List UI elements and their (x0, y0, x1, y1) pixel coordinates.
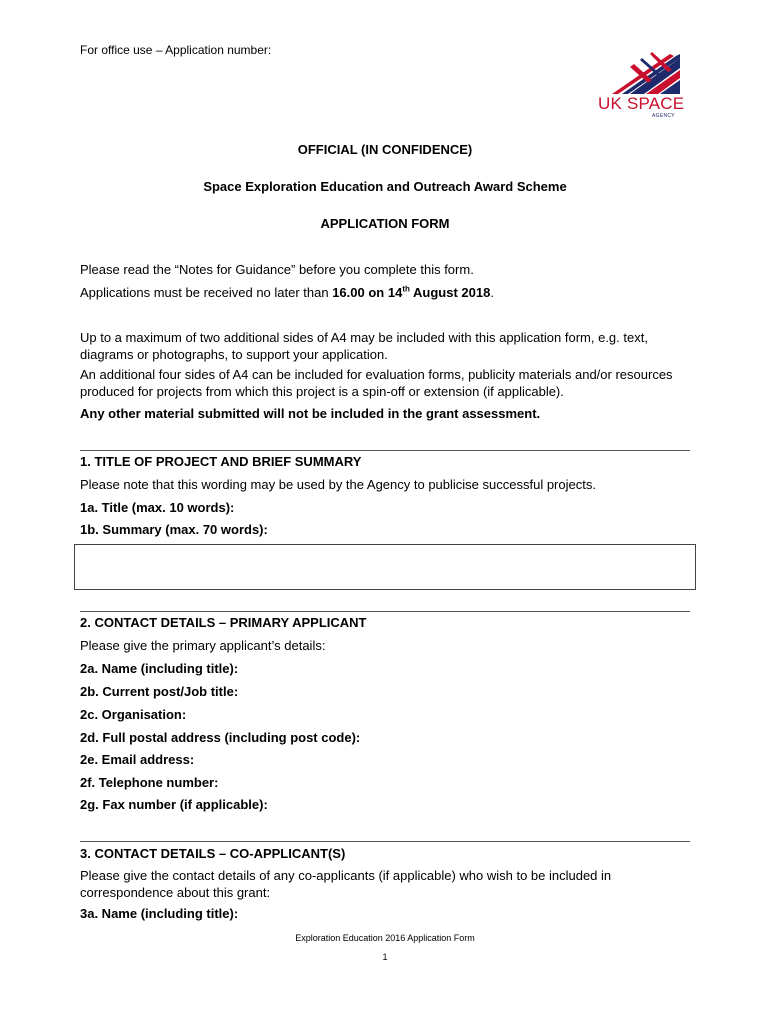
logo-subtext: AGENCY (652, 113, 675, 119)
section1-heading: 1. TITLE OF PROJECT AND BRIEF SUMMARY (80, 454, 362, 469)
field-organisation: 2c. Organisation: (80, 707, 187, 722)
four-sides-text: An additional four sides of A4 can be included for evaluation forms, publicity materials and/or resources produced for projects from which this project is a spin-off or extension (if applicable). (80, 367, 673, 399)
section2-intro: Please give the primary applicant’s details: (80, 638, 326, 653)
field-email: 2e. Email address: (80, 752, 195, 767)
field-telephone: 2f. Telephone number: (80, 775, 219, 790)
summary-input-box[interactable] (74, 544, 696, 590)
deadline-date: August 2018 (409, 285, 491, 300)
form-title: APPLICATION FORM (320, 216, 450, 231)
section3-intro: Please give the contact details of any co-applicants (if applicable) who wish to be included in correspondence about this grant: (80, 868, 612, 900)
section3-heading: 3. CONTACT DETAILS – CO-APPLICANT(S) (80, 846, 346, 861)
field-fax: 2g. Fax number (if applicable): (80, 797, 268, 812)
union-flag-icon (612, 50, 680, 94)
section-divider (80, 611, 690, 612)
logo-wordmark: UK SPACE (598, 94, 685, 113)
page-number: 1 (382, 952, 388, 962)
scheme-title: Space Exploration Education and Outreach Award Scheme (203, 179, 567, 194)
field-name: 2a. Name (including title): (80, 661, 239, 676)
coapplicant-name-label: 3a. Name (including title): (80, 906, 239, 921)
deadline-text (80, 284, 680, 301)
deadline-sup: th (402, 284, 410, 294)
summary-label: 1b. Summary (max. 70 words): (80, 522, 268, 537)
warning-text: Any other material submitted will not be included in the grant assessment. (80, 406, 541, 421)
extra-sides-text: Up to a maximum of two additional sides of A4 may be included with this application form, e.g. text, diagrams or photographs, to support your application. (80, 330, 648, 362)
section-divider (80, 450, 690, 451)
section1-note: Please note that this wording may be used by the Agency to publicise successful projects. (80, 477, 596, 492)
section2-heading: 2. CONTACT DETAILS – PRIMARY APPLICANT (80, 615, 367, 630)
field-postal-address: 2d. Full postal address (including post code): (80, 730, 361, 745)
deadline-time: 16.00 on 14 (332, 285, 403, 300)
uk-space-agency-logo (598, 50, 685, 122)
deadline-prefix: Applications must be received no later than (80, 285, 333, 300)
classification-heading: OFFICIAL (IN CONFIDENCE) (297, 142, 473, 157)
title-label: 1a. Title (max. 10 words): (80, 500, 235, 515)
office-use-label: For office use – Application number: (80, 43, 272, 57)
read-notes-text: Please read the “Notes for Guidance” before you complete this form. (80, 262, 474, 277)
field-job-title: 2b. Current post/Job title: (80, 684, 239, 699)
deadline-suffix: . (490, 285, 494, 300)
section-divider (80, 841, 690, 842)
footer-form-name: Exploration Education 2016 Application Form (295, 933, 475, 943)
